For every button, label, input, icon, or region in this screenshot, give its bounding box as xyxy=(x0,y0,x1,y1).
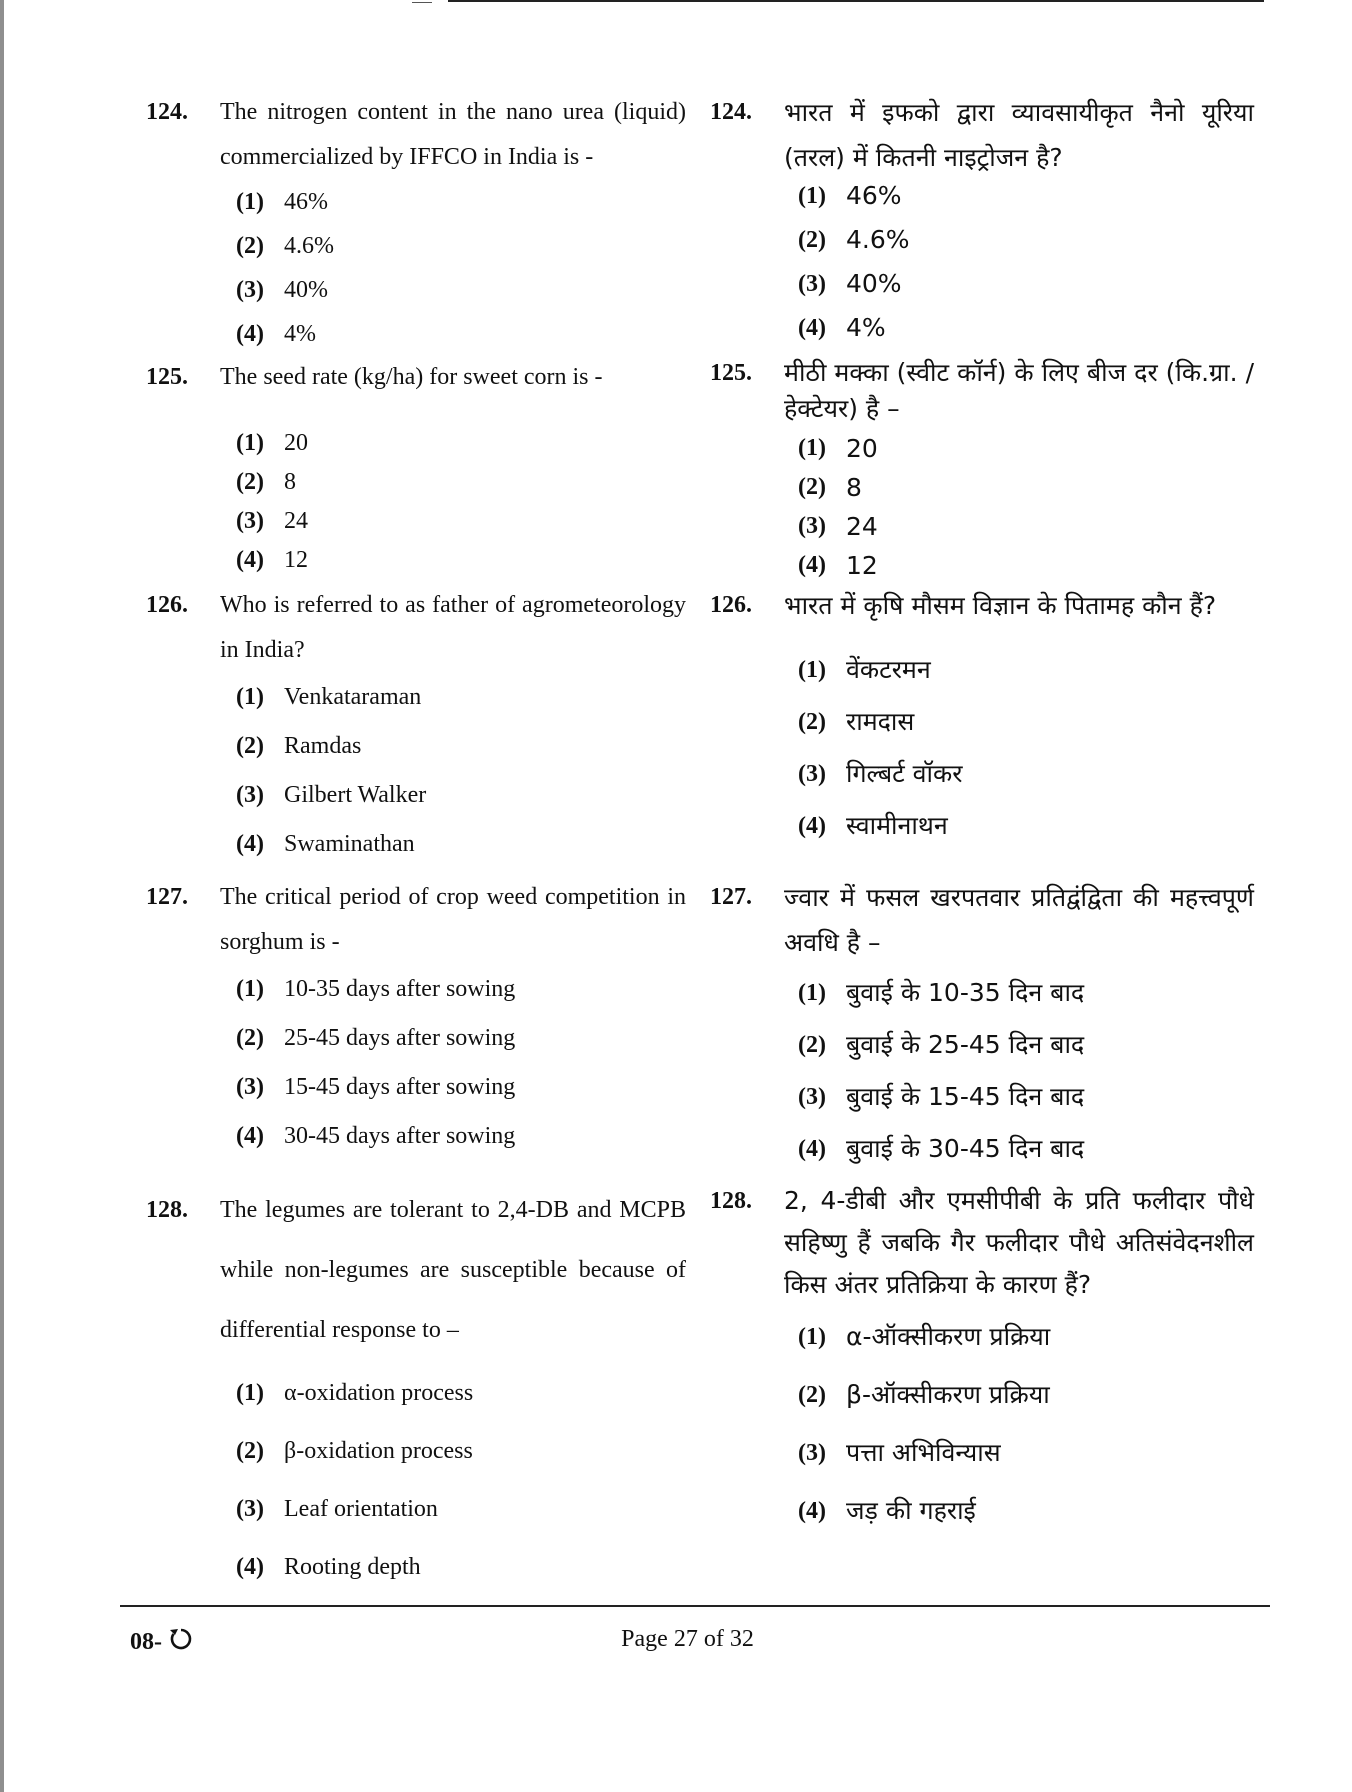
option-3: (3) बुवाई के 15-45 दिन बाद xyxy=(798,1082,1085,1111)
option-3: (3) गिल्बर्ट वॉकर xyxy=(798,759,963,788)
page-edge xyxy=(0,0,4,1792)
option-1: (1) 20 xyxy=(236,430,308,456)
question-128-hi xyxy=(710,1180,1254,1540)
option-2: (2) 8 xyxy=(236,469,296,495)
option-4: (4) स्वामीनाथन xyxy=(798,811,948,840)
question-number: 128. xyxy=(146,1197,188,1223)
option-1: (1) बुवाई के 10-35 दिन बाद xyxy=(798,978,1085,1007)
question-number: 128. xyxy=(710,1188,752,1214)
question-text: The seed rate (kg/ha) for sweet corn is - xyxy=(220,364,603,390)
option-3: (3) Gilbert Walker xyxy=(236,782,427,808)
option-3: (3) 40% xyxy=(798,269,902,298)
option-1: (1) α-oxidation process xyxy=(236,1380,474,1406)
question-125-en xyxy=(146,355,686,580)
question-text: The legumes are tolerant to 2,4-DB and MCPB while non-legumes are susceptible because of differential response to – xyxy=(220,1197,686,1343)
option-2: (2) रामदास xyxy=(798,707,915,736)
option-1: (1) 46% xyxy=(236,189,328,215)
question-text: भारत में कृषि मौसम विज्ञान के पितामह कौन हैं? xyxy=(784,591,1217,620)
question-128-en xyxy=(146,1180,686,1596)
option-2: (2) Ramdas xyxy=(236,733,362,759)
booklet-code-text: 08- xyxy=(130,1629,162,1655)
option-1: (1) 10-35 days after sowing xyxy=(236,976,516,1002)
option-1: (1) α-ऑक्सीकरण प्रक्रिया xyxy=(798,1322,1051,1351)
question-number: 126. xyxy=(146,592,188,618)
question-127-en xyxy=(146,875,686,1161)
option-2: (2) β-oxidation process xyxy=(236,1438,473,1464)
option-3: (3) पत्ता अभिविन्यास xyxy=(798,1438,1001,1467)
option-4: (4) Swaminathan xyxy=(236,831,415,857)
option-2: (2) 25-45 days after sowing xyxy=(236,1025,516,1051)
option-4: (4) बुवाई के 30-45 दिन बाद xyxy=(798,1134,1085,1163)
question-number: 127. xyxy=(710,884,752,910)
option-4: (4) 30-45 days after sowing xyxy=(236,1123,516,1149)
question-125-hi xyxy=(710,355,1254,585)
question-126-hi xyxy=(710,583,1254,852)
question-text: मीठी मक्का (स्वीट कॉर्न) के लिए बीज दर (कि.ग्रा. / हेक्टेयर) है – xyxy=(784,358,1254,423)
option-1: (1) Venkataraman xyxy=(236,684,422,710)
option-3: (3) Leaf orientation xyxy=(236,1496,438,1522)
option-2: (2) 8 xyxy=(798,473,862,502)
option-3: (3) 40% xyxy=(236,277,328,303)
question-number: 124. xyxy=(146,99,188,125)
option-1: (1) वेंकटरमन xyxy=(798,655,931,684)
question-127-hi xyxy=(710,875,1254,1175)
question-number: 126. xyxy=(710,592,752,618)
option-4: (4) Rooting depth xyxy=(236,1554,421,1580)
question-126-en xyxy=(146,583,686,869)
option-3: (3) 24 xyxy=(798,512,878,541)
option-3: (3) 15-45 days after sowing xyxy=(236,1074,516,1100)
question-text: ज्वार में फसल खरपतवार प्रतिद्वंद्विता की महत्त्वपूर्ण अवधि है – xyxy=(784,883,1254,957)
question-text: The nitrogen content in the nano urea (liquid) commercialized by IFFCO in India is - xyxy=(220,99,686,170)
page-number: Page 27 of 32 xyxy=(621,1626,754,1652)
option-2: (2) 4.6% xyxy=(798,225,910,254)
footer-rule xyxy=(120,1605,1270,1607)
question-text: भारत में इफको द्वारा व्यावसायीकृत नैनो यूरिया (तरल) में कितनी नाइट्रोजन है? xyxy=(784,98,1254,172)
option-2: (2) बुवाई के 25-45 दिन बाद xyxy=(798,1030,1085,1059)
option-2: (2) β-ऑक्सीकरण प्रक्रिया xyxy=(798,1380,1050,1409)
question-124-hi xyxy=(710,90,1254,350)
question-124-en xyxy=(146,90,686,356)
question-number: 125. xyxy=(710,360,752,386)
option-1: (1) 20 xyxy=(798,434,878,463)
option-4: (4) जड़ की गहराई xyxy=(798,1496,976,1525)
question-text: 2, 4-डीबी और एमसीपीबी के प्रति फलीदार पौधे सहिष्णु हैं जबकि गैर फलीदार पौधे अतिसंवेदनशील किस अंतर प्रतिक्रिया के कारण हैं? xyxy=(784,1186,1254,1299)
question-number: 127. xyxy=(146,884,188,910)
top-rule xyxy=(448,0,1264,2)
top-dash xyxy=(412,2,432,3)
option-3: (3) 24 xyxy=(236,508,308,534)
option-4: (4) 4% xyxy=(798,313,886,342)
option-4: (4) 4% xyxy=(236,321,316,347)
question-number: 125. xyxy=(146,364,188,390)
question-text: The critical period of crop weed competition in sorghum is - xyxy=(220,884,686,955)
option-4: (4) 12 xyxy=(798,551,878,580)
option-4: (4) 12 xyxy=(236,547,308,573)
option-2: (2) 4.6% xyxy=(236,233,334,259)
option-1: (1) 46% xyxy=(798,181,902,210)
question-number: 124. xyxy=(710,99,752,125)
question-text: Who is referred to as father of agrometeorology in India? xyxy=(220,592,686,663)
